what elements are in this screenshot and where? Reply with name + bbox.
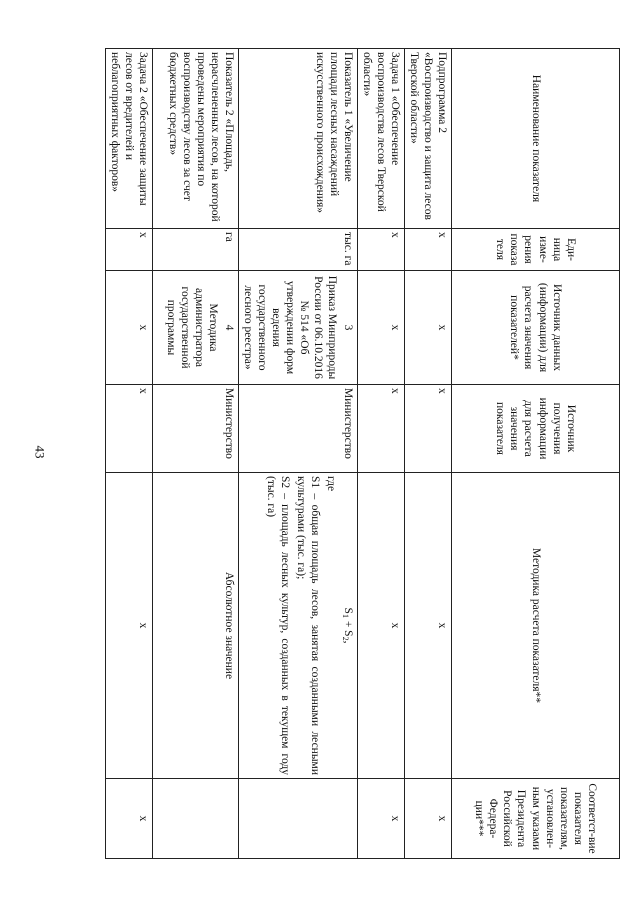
row-data-source: х bbox=[357, 271, 404, 385]
row-compliance: х bbox=[357, 779, 404, 859]
header-compliance: Соответст-вие показателя показателям, установлен-ным указами Президента Российской Федера-ции*** bbox=[452, 779, 620, 859]
page-number: 43 bbox=[32, 445, 48, 459]
row-info-source: Министерство bbox=[238, 385, 357, 473]
row-method: х bbox=[105, 473, 152, 779]
table-row bbox=[357, 49, 404, 859]
method-s1: S1 – общая площадь лесов, занятая созданными лесными культурами (тыс. га); bbox=[295, 476, 322, 775]
row-data-source: х bbox=[105, 271, 152, 385]
row-data-source bbox=[238, 271, 357, 385]
row-unit: х bbox=[357, 229, 404, 271]
row-info-source: Министерство bbox=[152, 385, 238, 473]
row-info-source: х bbox=[357, 385, 404, 473]
row-name: Задача 2 «Обеспечение защиты лесов от вредителей и неблагоприятных факторов» bbox=[105, 49, 152, 229]
rotated-page bbox=[108, 48, 620, 858]
row-method: Абсолютное значение bbox=[152, 473, 238, 779]
header-row bbox=[452, 49, 620, 859]
row-name: Задача 1 «Обеспечение воспроизводства лесов Тверской области» bbox=[357, 49, 404, 229]
header-method: Методика расчета показателя** bbox=[452, 473, 620, 779]
method-formula: $S_1 + S_2$, bbox=[340, 607, 354, 644]
row-data-source-text: Методика администратора государственной программы bbox=[164, 286, 219, 369]
table-row bbox=[105, 49, 152, 859]
row-method: х bbox=[357, 473, 404, 779]
table-row bbox=[238, 49, 357, 859]
row-compliance: х bbox=[105, 779, 152, 859]
row-compliance: х bbox=[404, 779, 451, 859]
row-unit: тыс. га bbox=[238, 229, 357, 271]
row-info-source: х bbox=[105, 385, 152, 473]
row-info-source: х bbox=[404, 385, 451, 473]
method-where: где bbox=[325, 476, 338, 492]
row-data-source-num: 3 bbox=[341, 324, 354, 331]
method-s2: S2 – площадь лесных культур, созданных в текущем году (тыс. га) bbox=[265, 476, 292, 775]
row-name: Показатель 2 «Площадь, нерасчлененных лесов, на которой проведены мероприятия по воспроизводству лесов за счет бюджетных средств» bbox=[152, 49, 238, 229]
row-data-source bbox=[152, 271, 238, 385]
row-method: х bbox=[404, 473, 451, 779]
row-compliance bbox=[238, 779, 357, 859]
row-unit: га bbox=[152, 229, 238, 271]
row-data-source: х bbox=[404, 271, 451, 385]
row-data-source-text: Приказ Минприроды России от 06.10.2016 № 514 «Об утверждении форм ведения государственного лесного реестра» bbox=[241, 275, 338, 380]
header-info-source: Источник получения информации для расчета значения показателя bbox=[452, 385, 620, 473]
header-data-source: Источник данных (информации) для расчета значения показателей* bbox=[452, 271, 620, 385]
indicators-table bbox=[105, 48, 620, 859]
table-row bbox=[152, 49, 238, 859]
header-name: Наименование показателя bbox=[452, 49, 620, 229]
row-unit: х bbox=[404, 229, 451, 271]
row-data-source-num: 4 bbox=[222, 324, 235, 331]
header-unit: Еди-ница изме-рения показа теля bbox=[452, 229, 620, 271]
row-name: Показатель 1 «Увеличение площади лесных насаждений искусственного происхождения» bbox=[238, 49, 357, 229]
table-row bbox=[404, 49, 451, 859]
row-unit: х bbox=[105, 229, 152, 271]
row-compliance bbox=[152, 779, 238, 859]
row-method bbox=[238, 473, 357, 779]
row-name: Подпрограмма 2 «Воспроизводство и защита лесов Тверской области» bbox=[404, 49, 451, 229]
